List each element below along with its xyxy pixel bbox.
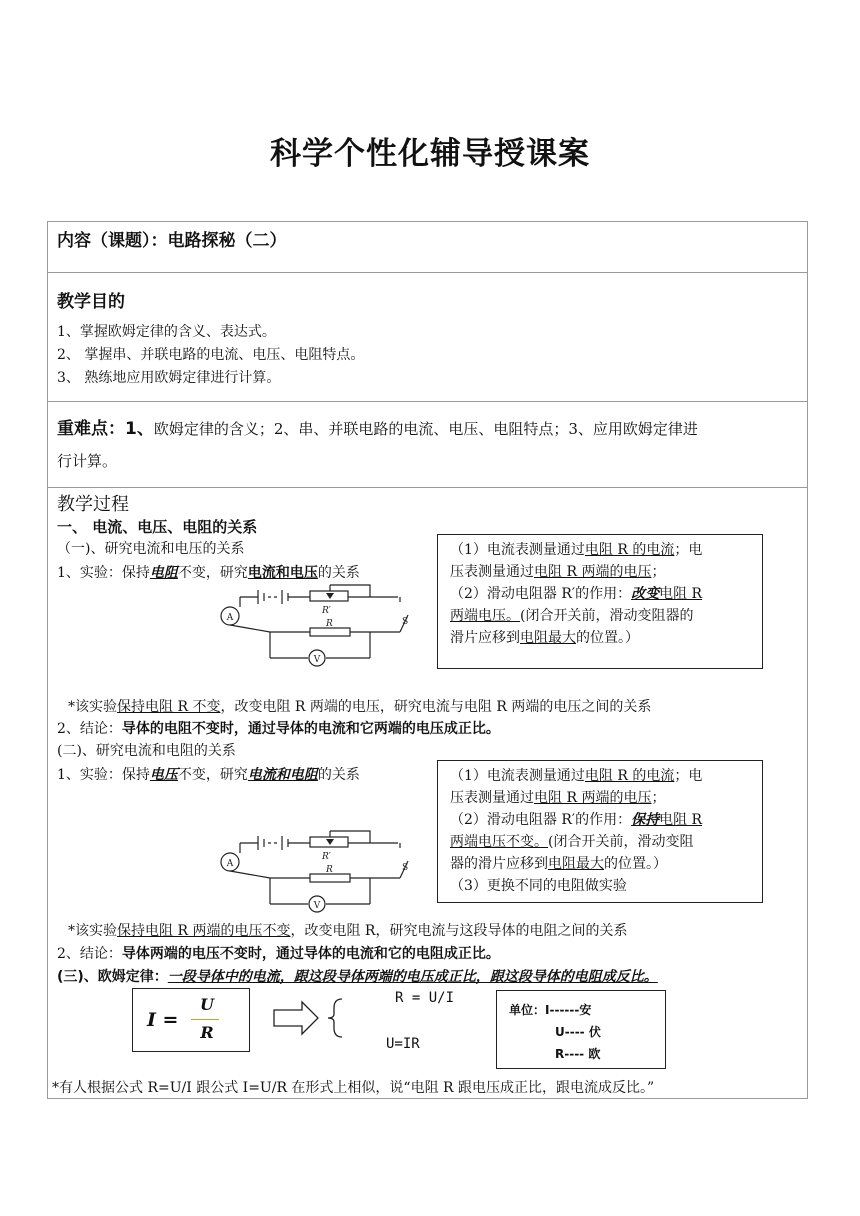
text: 1、实验：保持 [57,767,150,783]
keyword: 电流和电阻 [247,767,318,783]
circuit-diagram [210,582,430,668]
ohms-law-statement: 一段导体中的电流，跟这段导体两端的电压成正比，跟这段导体的电阻成反比。 [167,969,658,985]
section-heading: 一、 电流、电压、电阻的关系 [57,518,258,536]
formula-lhs: I = [147,1009,179,1031]
formula-box [132,988,250,1052]
text: 不变，研究 [177,565,248,581]
text: 的关系 [317,565,360,581]
text: *该实验 [68,923,117,939]
text: 2、结论： [57,721,122,737]
units-box [496,990,666,1069]
goal-item: 3、 熟练地应用欧姆定律进行计算。 [57,370,281,386]
voltmeter-label: V [313,901,321,911]
keyword: 电阻 R 两端的电压 [534,564,652,580]
topic-title: 内容（课题）：电路探秘（二） [57,231,287,251]
text: ，改变电阻 R，研究电流与这段导体的电阻之间的关系 [290,923,628,939]
subsection-heading: (二)、研究电流和电阻的关系 [57,743,236,759]
conclusion [57,943,500,963]
text: （2）滑动电阻器 R′的作用： [450,586,632,602]
circuit-diagram [210,828,430,914]
units-line [509,1001,591,1018]
text: ；电 [674,768,703,784]
ammeter-label: A [226,613,234,623]
keyword: 保持电阻 R 不变 [117,699,221,715]
keyword: 电阻最大 [548,856,604,872]
text: (闭合开关前，滑动变阻 [548,834,694,850]
text: 滑片应移到 [450,630,520,646]
subsection-heading: （一)、研究电流和电压的关系 [57,541,245,557]
formula-denominator: R [200,1023,214,1042]
goals-heading: 教学目的 [57,292,125,312]
conclusion [57,718,500,738]
formula-numerator: U [200,995,214,1014]
text: (闭合开关前，滑动变阻器的 [520,608,694,624]
key-points-text: 行计算。 [57,452,118,470]
keyword: 电阻 [149,565,178,581]
fraction-bar [191,1019,219,1020]
goal-item: 2、 掌握串、并联电路的电流、电压、电阻特点。 [57,347,365,363]
key-points-line [57,414,698,439]
keyword: 两端电压不变。 [450,834,548,850]
keyword: 电流和电压 [247,565,318,581]
keyword: 导体的电阻不变时，通过导体的电流和它两端的电压成正比。 [121,721,500,737]
text: 的位置。） [576,630,639,646]
text: ； [651,790,666,806]
ohms-law-line [57,966,658,986]
text: 压表测量通过 [450,790,534,806]
units-label: 单位： [509,1003,546,1017]
text: 的关系 [317,767,360,783]
keyword: 电阻 R 的电流 [584,542,675,558]
keyword: 电阻 R [659,812,703,828]
text: （1）电流表测量通过 [450,768,585,784]
ammeter-label: A [226,859,234,869]
experiment-note [68,920,627,940]
experiment-note [68,696,651,716]
keyword: 电压 [149,767,178,783]
keyword: 电阻 R 两端的电压 [534,790,652,806]
keyword: 两端电压。 [450,608,520,624]
key-points-text: 欧姆定律的含义；2、串、并联电路的电流、电压、电阻特点；3、应用欧姆定律进 [153,420,698,438]
text: （3）更换不同的电阻做实验 [450,878,627,894]
unit-voltage: U---- 伏 [555,1025,601,1039]
keyword: 电阻最大 [520,630,576,646]
text: ，改变电阻 R 两端的电压，研究电流与电阻 R 两端的电压之间的关系 [220,699,652,715]
note-box [437,760,763,903]
derived-formula: U=IR [386,1036,420,1052]
unit-resistance: R---- 欧 [555,1047,601,1061]
text: 1、实验：保持 [57,565,150,581]
text: 器的滑片应移到 [450,856,548,872]
goal-item: 1、掌握欧姆定律的含义、表达式。 [57,324,276,340]
resistor-label: R [326,865,333,875]
unit-current: I------安 [545,1003,592,1017]
keyword: 导体两端的电压不变时，通过导体的电流和它的电阻成正比。 [121,946,500,962]
text: 不变，研究 [177,767,248,783]
text: ； [651,564,666,580]
keyword: 电阻 R [659,586,703,602]
footnote: *有人根据公式 R=U/I 跟公式 I=U/R 在形式上相似，说“电阻 R 跟电压成正比，跟电流成反比。” [52,1080,655,1096]
arrow-brace-icon [272,996,354,1040]
experiment-line [57,764,360,784]
experiment-line [57,562,360,582]
note-box [437,534,763,669]
rheostat-label: R′ [322,852,331,862]
rheostat-label: R′ [322,606,331,616]
page-title: 科学个性化辅导授课案 [270,136,590,172]
derived-formula: R = U/I [395,990,455,1006]
keyword: 电阻 R 的电流 [584,768,675,784]
keyword: 改变 [631,586,660,602]
keyword: 保持电阻 R 两端的电压不变 [117,923,291,939]
text: 2、结论： [57,946,122,962]
resistor-label: R [326,619,333,629]
voltmeter-label: V [313,655,321,665]
process-heading: 教学过程 [57,494,129,515]
key-points-label: 重难点：1、 [57,419,154,439]
ohms-law-label: (三)、欧姆定律： [57,969,168,985]
row-divider [47,272,808,273]
switch-label: S [402,863,409,873]
switch-label: S [402,617,409,627]
row-divider [47,487,808,488]
row-divider [47,401,808,402]
text: （2）滑动电阻器 R′的作用： [450,812,632,828]
text: *该实验 [68,699,117,715]
text: （1）电流表测量通过 [450,542,585,558]
text: ；电 [674,542,703,558]
text: 的位置。） [604,856,667,872]
keyword: 保持 [631,812,660,828]
text: 压表测量通过 [450,564,534,580]
